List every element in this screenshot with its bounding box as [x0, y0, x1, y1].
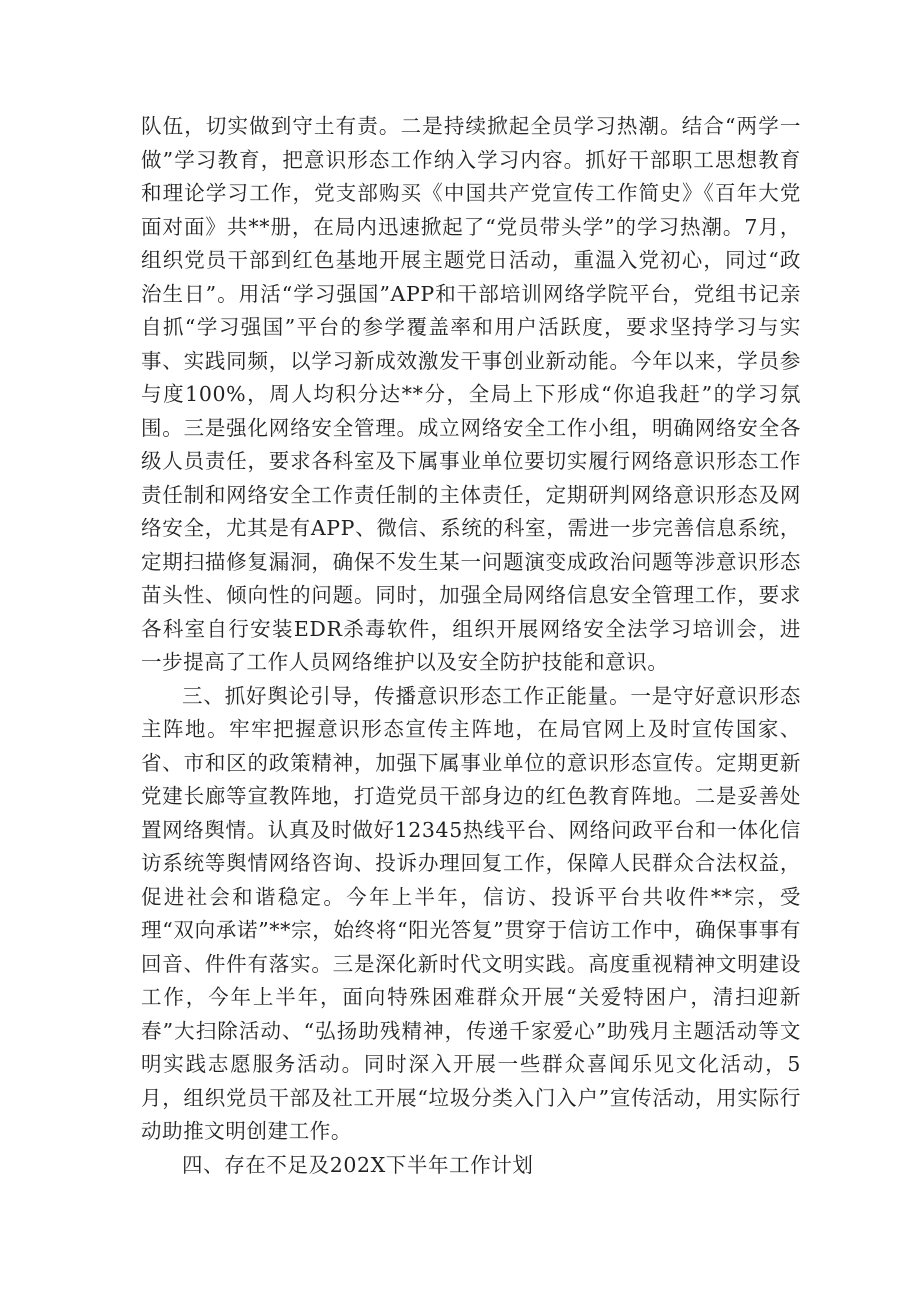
- document-body: [141, 110, 801, 1182]
- paragraph-continued: 队伍，切实做到守土有责。二是持续掀起全员学习热潮。结合“两学一做”学习教育，把意识形态工作纳入学习内容。抓好干部职工思想教育和理论学习工作，党支部购买《中国共产党宣传工作简史》《百年大党面对面》共**册，在局内迅速掀起了“党员带头学”的学习热潮。7月，组织党员干部到红色基地开展主题党日活动，重温入党初心，同过“政治生日”。用活“学习强国”APP和干部培训网络学院平台，党组书记亲自抓“学习强国”平台的参学覆盖率和用户活跃度，要求坚持学习与实事、实践同频，以学习新成效激发干事创业新动能。今年以来，学员参与度100%，周人均积分达**分，全局上下形成“你追我赶”的学习氛围。三是强化网络安全管理。成立网络安全工作小组，明确网络安全各级人员责任，要求各科室及下属事业单位要切实履行网络意识形态工作责任制和网络安全工作责任制的主体责任，定期研判网络意识形态及网络安全，尤其是有APP、微信、系统的科室，需进一步完善信息系统，定期扫描修复漏洞，确保不发生某一问题演变成政治问题等涉意识形态苗头性、倾向性的问题。同时，加强全局网络信息安全管理工作，要求各科室自行安装EDR杀毒软件，组织开展网络安全法学习培训会，进一步提高了工作人员网络维护以及安全防护技能和意识。: [141, 114, 801, 674]
- section-heading-four: 四、存在不足及202X下半年工作计划: [182, 1152, 534, 1177]
- paragraph-section-three: 三、抓好舆论引导，传播意识形态工作正能量。一是守好意识形态主阵地。牢牢把握意识形态宣传主阵地，在局官网上及时宣传国家、省、市和区的政策精神，加强下属事业单位的意识形态宣传。定期更新党建长廊等宣教阵地，打造党员干部身边的红色教育阵地。二是妥善处置网络舆情。认真及时做好12345热线平台、网络问政平台和一体化信访系统等舆情网络咨询、投诉办理回复工作，保障人民群众合法权益，促进社会和谐稳定。今年上半年，信访、投诉平台共收件**宗，受理“双向承诺”**宗，始终将“阳光答复”贯穿于信访工作中，确保事事有回音、件件有落实。三是深化新时代文明实践。高度重视精神文明建设工作，今年上半年，面向特殊困难群众开展“关爱特困户，清扫迎新春”大扫除活动、“弘扬助残精神，传递千家爱心”助残月主题活动等文明实践志愿服务活动。同时深入开展一些群众喜闻乐见文化活动，5月，组织党员干部及社工开展“垃圾分类入门入户”宣传活动，用实际行动助推文明创建工作。: [141, 683, 801, 1143]
